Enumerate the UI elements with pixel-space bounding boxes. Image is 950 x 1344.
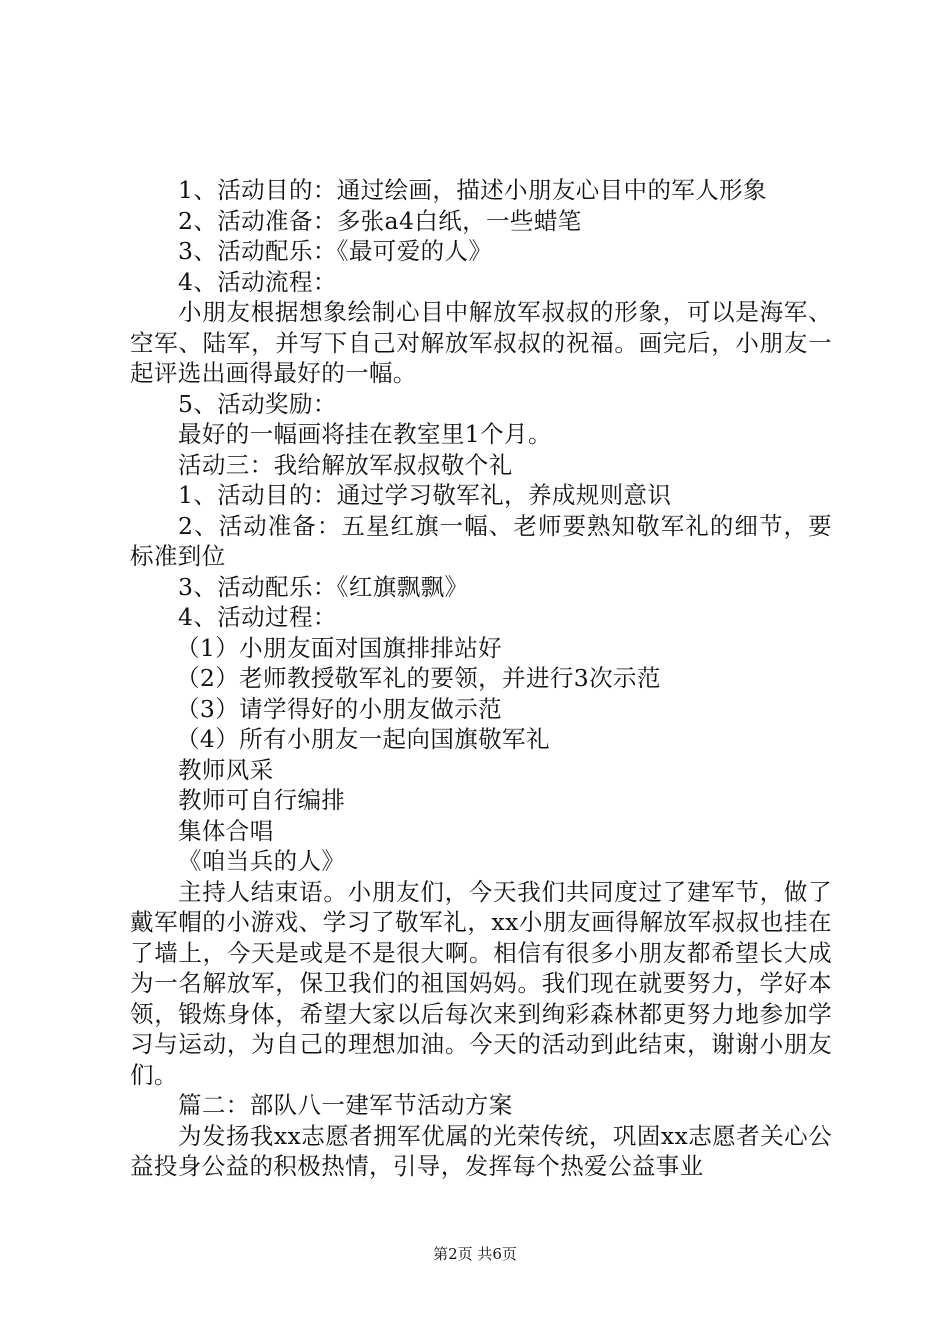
paragraph-23: 为发扬我xx志愿者拥军优属的光荣传统，巩固xx志愿者关心公益投身公益的积极热情，引导，发挥每个热爱公益事业	[130, 1121, 832, 1180]
paragraph-14: （2）老师教授敬军礼的要领，并进行3次示范	[176, 664, 661, 692]
paragraph-1: 1、活动目的：通过绘画，描述小朋友心目中的军人形象	[178, 176, 767, 204]
paragraph-4: 4、活动流程：	[178, 267, 337, 296]
paragraph-12: 4、活动过程：	[178, 603, 337, 631]
paragraph-21: 主持人结束语。小朋友们，今天我们共同度过了建军节，做了戴军帽的小游戏、学习了敬军礼，xx小朋友画得解放军叔叔也挂在了墙上，今天是或是不是很大啊。相信有很多小朋友都希望长大成为一名解放军，保卫我们的祖国妈妈。我们现在就要努力，学好本领，锻炼身体，希望大家以后每次来到绚彩森林都更努力地参加学习与运动，为自己的理想加油。今天的活动到此结束，谢谢小朋友们。	[130, 877, 832, 1089]
paragraph-16: （4）所有小朋友一起向国旗敬军礼	[176, 725, 550, 753]
paragraph-18: 教师可自行编排	[178, 786, 346, 814]
paragraph-19: 集体合唱	[178, 816, 274, 845]
paragraph-3: 3、活动配乐：《最可爱的人》	[178, 237, 493, 265]
paragraph-5: 小朋友根据想象绘制心目中解放军叔叔的形象，可以是海军、空军、陆军，并写下自己对解放军叔叔的祝福。画完后，小朋友一起评选出画得最好的一幅。	[130, 298, 832, 387]
paragraph-17: 教师风采	[178, 755, 274, 784]
paragraph-15: （3）请学得好的小朋友做示范	[176, 694, 503, 723]
paragraph-8: 活动三：我给解放军叔叔敬个礼	[178, 450, 513, 479]
paragraph-22: 篇二：部队八一建军节活动方案	[178, 1091, 513, 1119]
page-footer: 第2页 共6页	[433, 1245, 517, 1263]
paragraph-9: 1、活动目的：通过学习敬军礼，养成规则意识	[178, 481, 672, 509]
paragraph-13: （1）小朋友面对国旗排排站好	[176, 633, 503, 662]
paragraph-11: 3、活动配乐：《红旗飘飘》	[178, 572, 469, 601]
document-body	[130, 175, 832, 1182]
paragraph-20: 《咱当兵的人》	[178, 847, 346, 875]
paragraph-7: 最好的一幅画将挂在教室里1个月。	[178, 420, 552, 448]
paragraph-6: 5、活动奖励：	[178, 389, 337, 418]
paragraph-10: 2、活动准备：五星红旗一幅、老师要熟知敬军礼的细节，要标准到位	[130, 511, 832, 570]
paragraph-2: 2、活动准备：多张a4白纸，一些蜡笔	[178, 206, 582, 235]
